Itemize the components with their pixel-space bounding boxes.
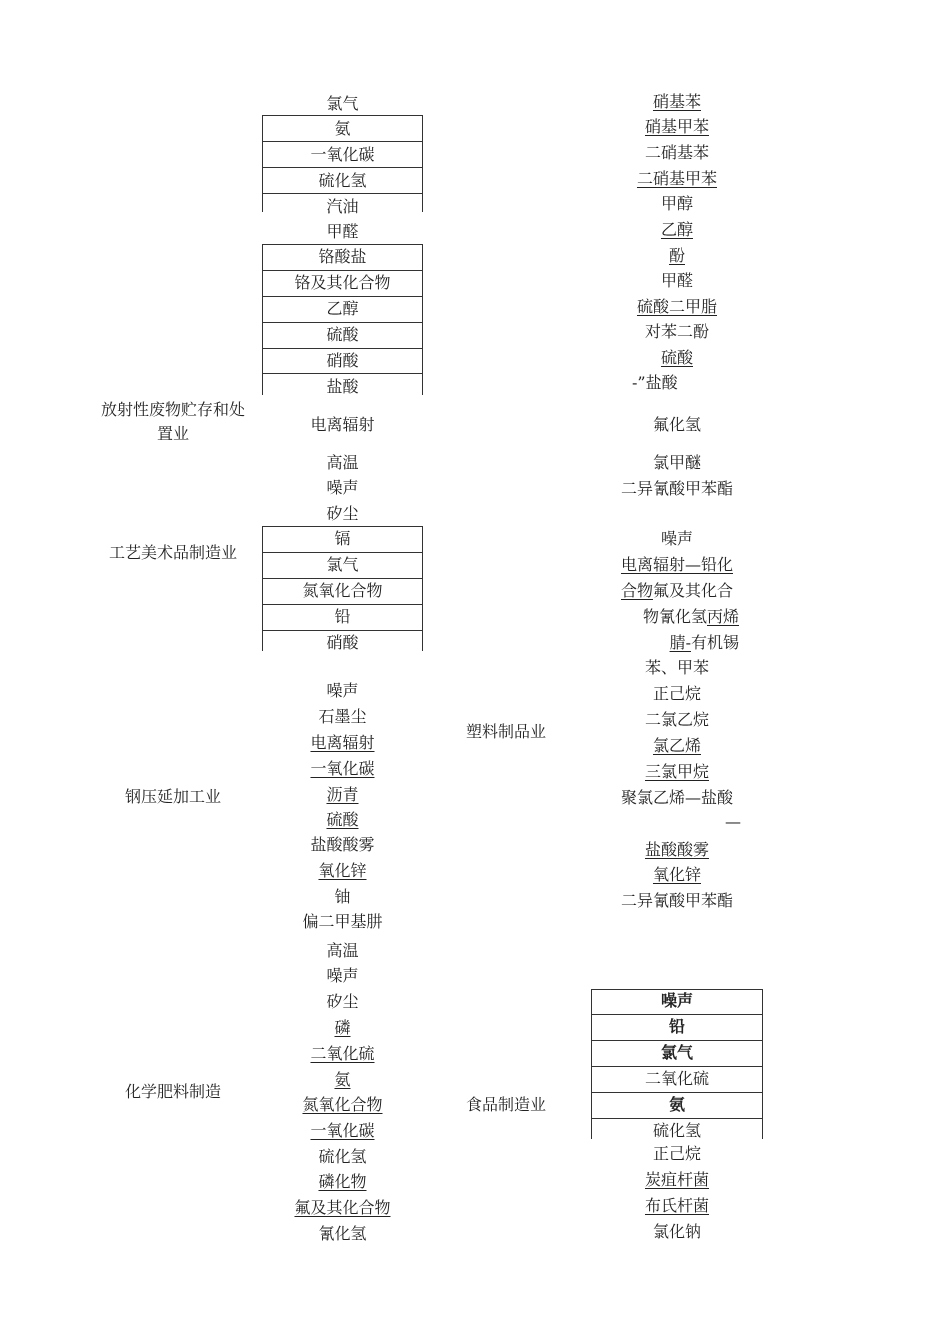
hazard-item: 氟及其化合物 (294, 1198, 391, 1217)
hazard-item: 氮氧化合物 (302, 1095, 383, 1114)
hazard-item: 氨 (334, 119, 351, 138)
hazard-item: 乙醇 (326, 299, 359, 318)
hazard-item: 铅 (334, 607, 351, 626)
hazard-item: 二氧化硫 (644, 1069, 709, 1088)
hazard-item: 硝酸 (326, 633, 359, 652)
hazard-item: 硫化氢 (318, 1147, 367, 1166)
hazard-item: 氧化锌 (318, 861, 367, 880)
hazard-item: 三氯甲烷 (644, 762, 709, 781)
hazard-item: 磷 (334, 1018, 351, 1037)
divider (262, 193, 423, 194)
hazard-item: 甲醛 (326, 222, 359, 241)
hazard-item: 一氧化碳 (310, 145, 375, 164)
hazard-item: 氯甲醚 (652, 453, 701, 472)
hazard-item: 噪声 (326, 966, 359, 985)
hazard-item: 氯化钠 (652, 1222, 701, 1241)
hazard-item: 乙醇 (660, 220, 693, 239)
hazard-item: 氯气 (326, 555, 359, 574)
hazard-item: 二异氰酸甲苯酯 (620, 479, 733, 498)
hazard-item: 盐酸酸雾 (644, 840, 709, 859)
hazard-item: 电离辐射—铅化 (620, 555, 733, 574)
hazard-item: 铬及其化合物 (294, 273, 391, 292)
hazard-item: 硫化氢 (652, 1121, 701, 1140)
hazard-item-part: 腈- (669, 633, 691, 652)
industry-crafts: 工艺美术品制造业 (108, 543, 237, 562)
hazard-item: 酚 (668, 246, 685, 265)
hazard-item: 铅 (668, 1017, 685, 1036)
hazard-item: 布氏杆菌 (644, 1196, 709, 1215)
hazard-item: 氯乙烯 (652, 736, 701, 755)
hazard-item-part: 丙烯 (706, 607, 739, 626)
hazard-item: 硫酸 (326, 325, 359, 344)
divider (262, 373, 423, 374)
hazard-item: 盐酸 (326, 377, 359, 396)
industry-radioactive-waste (90, 398, 256, 446)
hazard-item: 一氧化碳 (310, 759, 375, 778)
industry-line: 放射性废物贮存和处 (100, 400, 245, 419)
hazard-item: 硫酸二甲脂 (636, 297, 717, 316)
hazard-item: 硫化氢 (318, 171, 367, 190)
hazard-item: 高温 (326, 453, 359, 472)
hazard-item: 电离辐射 (310, 415, 375, 434)
hazard-item: 矽尘 (326, 504, 359, 523)
hazard-item: 镉 (334, 529, 351, 548)
hazard-item: 甲醛 (660, 271, 693, 290)
hazard-item: 石墨尘 (318, 707, 367, 726)
hazard-item-part: 有机锡 (690, 633, 739, 652)
industry-plastics: 塑料制品业 (465, 722, 546, 741)
hazard-item: 一氧化碳 (310, 1121, 375, 1140)
hazard-item (591, 605, 763, 629)
hazard-item: 二氧化硫 (310, 1044, 375, 1063)
hazard-item: 氯气 (326, 94, 359, 113)
hazard-item-part: 氟及其化合 (653, 581, 734, 600)
hazard-item: 氰化氢 (318, 1224, 367, 1243)
hazard-item: 高温 (326, 941, 359, 960)
hazard-item: 氨 (668, 1095, 685, 1114)
hazard-item: 氟化氢 (652, 415, 701, 434)
hazard-item: 硝基甲苯 (644, 117, 709, 136)
hazard-item: 铀 (334, 887, 351, 906)
hazard-item: 电离辐射 (310, 733, 375, 752)
hazard-item: 硫酸 (660, 348, 693, 367)
hazard-item: 氨 (334, 1070, 351, 1089)
divider (262, 141, 423, 142)
hazard-item: 甲醇 (660, 194, 693, 213)
hazard-item: 炭疽杆菌 (644, 1170, 709, 1189)
hazard-item: 矽尘 (326, 992, 359, 1011)
hazard-item: — (725, 812, 741, 831)
industry-chemical-fertilizer: 化学肥料制造 (124, 1082, 221, 1101)
hazard-item: 噪声 (326, 478, 359, 497)
hazard-item: 噪声 (660, 529, 693, 548)
hazard-item: -”盐酸 (632, 373, 678, 392)
hazard-item: 磷化物 (318, 1172, 367, 1191)
hazard-item: 偏二甲基肼 (302, 912, 383, 931)
hazard-item: 氯气 (660, 1043, 693, 1062)
hazard-item: 硝基苯 (652, 92, 701, 111)
hazard-item: 盐酸酸雾 (310, 835, 375, 854)
hazard-item: 汽油 (326, 197, 359, 216)
hazard-item: 硫酸 (326, 810, 359, 829)
hazard-item (591, 631, 763, 655)
hazard-item: 氧化锌 (652, 865, 701, 884)
divider (262, 167, 423, 168)
hazard-item-part: 合物 (620, 581, 653, 600)
industry-steel-rolling: 钢压延加工业 (124, 787, 221, 806)
industry-line: 置业 (156, 424, 189, 443)
industry-food: 食品制造业 (465, 1095, 546, 1114)
hazard-item: 正己烷 (652, 1144, 701, 1163)
hazard-item: 硝酸 (326, 351, 359, 370)
hazard-item: 对苯二酚 (644, 322, 709, 341)
hazard-item: 二异氰酸甲苯酯 (620, 891, 733, 910)
hazard-item: 二硝基苯 (644, 143, 709, 162)
hazard-item: 噪声 (326, 681, 359, 700)
hazard-item: 铬酸盐 (318, 247, 367, 266)
hazard-item: 二硝基甲苯 (636, 169, 717, 188)
hazard-item: 正己烷 (652, 684, 701, 703)
hazard-item: 氮氧化合物 (302, 581, 383, 600)
hazard-item: 噪声 (660, 991, 693, 1010)
hazard-item (591, 579, 763, 603)
hazard-item-part: 物氰化氢 (642, 607, 707, 626)
hazard-item: 沥青 (326, 785, 359, 804)
hazard-item: 聚氯乙烯—盐酸 (620, 788, 733, 807)
hazard-item: 二氯乙烷 (644, 710, 709, 729)
hazard-item: 苯、甲苯 (644, 658, 709, 677)
